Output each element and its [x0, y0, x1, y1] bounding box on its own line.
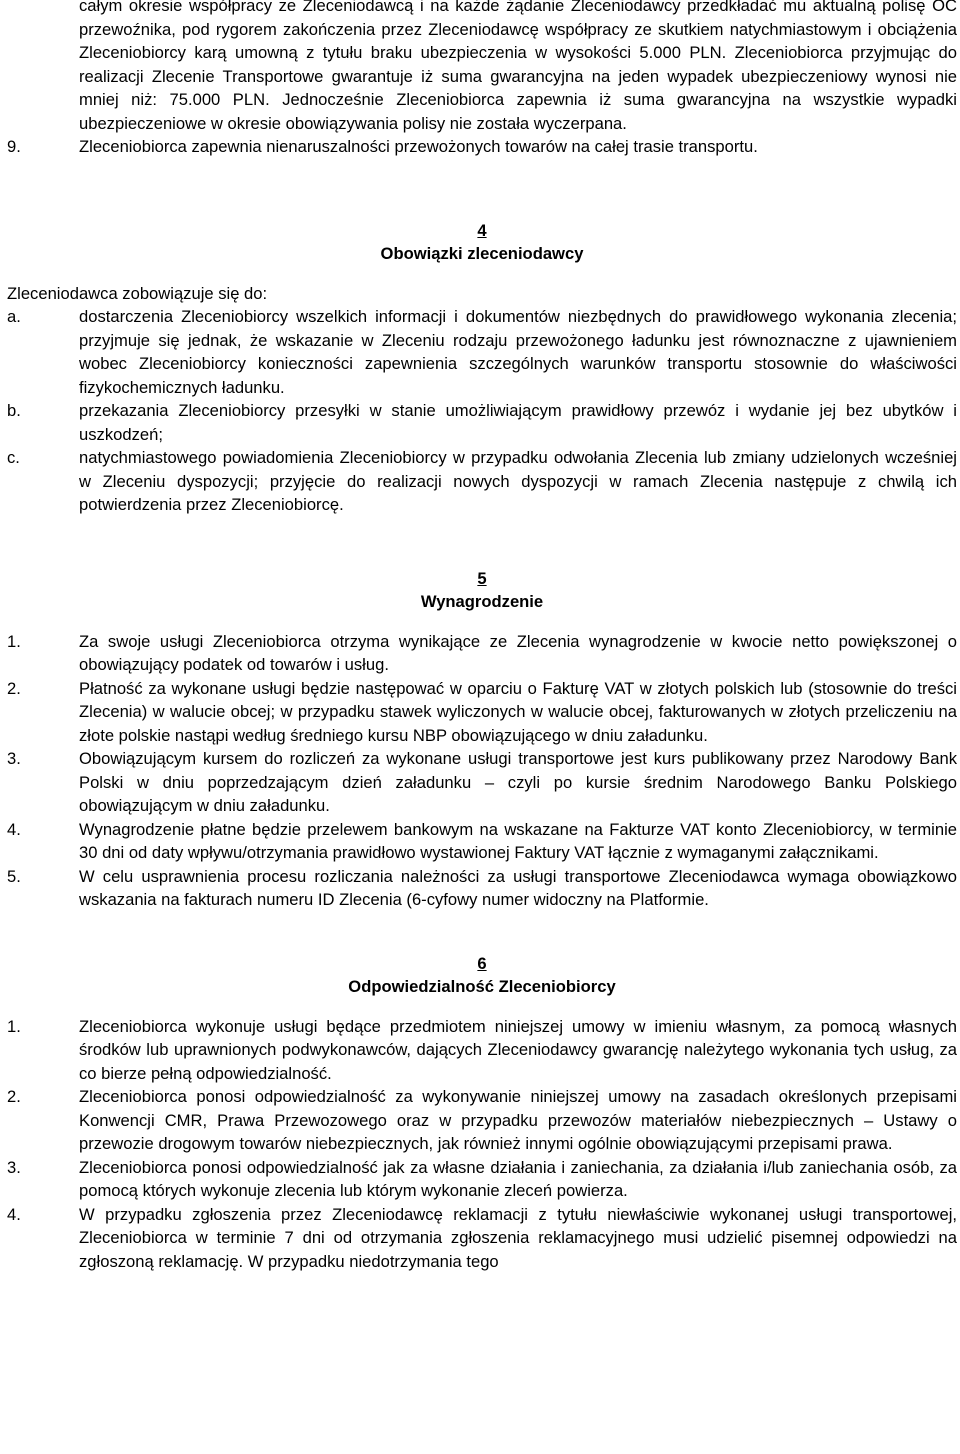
list-item-b	[7, 399, 957, 446]
list-marker: 5.	[7, 866, 21, 886]
intro-list	[7, 135, 957, 159]
list-item-text: W przypadku zgłoszenia przez Zleceniodawcę reklamacji z tytułu niewłaściwie wykonanej usługi transportowej, Zleceniobiorca w terminie 7 dni od otrzymania zgłoszenia reklamacyjnego musi udzielić pisemnej odpowiedzi na zgłoszoną reklamację. W przypadku niedotrzymania tego	[79, 1204, 957, 1271]
list-item-text: Płatność za wykonane usługi będzie następować w oparciu o Fakturę VAT w złotych polskich lub (stosownie do treści Zlecenia) w walucie obcej; w przypadku stawek wyliczonych w walucie obcej, fakturowanych w złotych przeliczeniu na złote polskie nastąpi według średniego kursu NBP obowiązującego w dniu załadunku.	[79, 678, 957, 745]
section-title: Odpowiedzialność Zleceniobiorcy	[348, 977, 616, 996]
list-item-text: Za swoje usługi Zleceniobiorca otrzyma wynikające ze Zlecenia wynagrodzenie w kwocie netto powiększonej o obowiązujący podatek od towarów i usług.	[79, 631, 957, 674]
list-item-text: Obowiązującym kursem do rozliczeń za wykonane usługi transportowe jest kurs publikowany przez Narodowy Bank Polski w dniu poprzedzającym dzień załadunku – czyli po kursie średnim Narodowego Banku Polskiego obowiązującym w dniu załadunku.	[79, 749, 957, 815]
list-item-text: Zleceniobiorca ponosi odpowiedzialność jak za własne działania i zaniechania, za działania i/lub zaniechania osób, za pomocą których wykonuje zlecenia lub którym wykonanie zleceń powierza.	[79, 1157, 957, 1200]
list-marker: 4.	[7, 1204, 21, 1224]
list-marker: 4.	[7, 819, 21, 839]
list-item-text: W celu usprawnienia procesu rozliczania należności za usługi transportowe Zleceniodawca wymaga obowiązkowo wskazania na fakturach numeru ID Zlecenia (6-cyfowy numer widoczny na Platformie.	[79, 866, 957, 909]
list-item-text: Zleceniobiorca zapewnia nienaruszalności przewożonych towarów na całej trasie transportu.	[79, 137, 758, 156]
list-marker: 3.	[7, 749, 21, 768]
list-item-4	[7, 1203, 957, 1274]
list-marker: 1.	[7, 1016, 21, 1036]
list-item-text: dostarczenia Zleceniobiorcy wszelkich informacji i dokumentów niezbędnych do prawidłowego wykonania zlecenia; przyjmuje się jednak, że wskazanie w Zleceniu rodzaju przewożonego ładunku jest równoznaczne z ujawnieniem wobec Zleceniobiorcy konieczności zapewnienia szczególnych warunków transportu stosownie do właściwości fizykochemicznych ładunku.	[79, 307, 957, 397]
section-title: Wynagrodzenie	[420, 592, 544, 611]
paragraph-text: całym okresie współpracy ze Zleceniodawcą i na każde żądanie Zleceniodawcy przedkładać mu aktualną polisę OC przewoźnika, pod rygorem zakończenia przez Zleceniodawcę współpracy ze skutkiem natychmiastowym i obciążenia Zleceniobiorcy karą umowną z tytułu braku ubezpieczenia w wysokości 5.000 PLN. Zleceniobiorca przyjmując do realizacji Zlecenie Transportowe gwarantuje iż suma gwarancyjna na jeden wypadek ubezpieczeniowy wynosi nie mniej niż: 75.000 PLN. Jednocześnie Zleceniobiorca zapewnia iż suma gwarancyjna na wszystkie wypadki ubezpieczeniowe w okresie obowiązywania polisy nie została wyczerpana.	[79, 0, 957, 133]
section-5-list	[7, 630, 957, 912]
list-item-text: Wynagrodzenie płatne będzie przelewem bankowym na wskazane na Fakturze VAT konto Zleceniobiorcy, w terminie 30 dni od daty wpływu/otrzymania prawidłowo wystawionej Faktury VAT łącznie z wymaganymi załącznikami.	[79, 819, 957, 862]
list-marker: 2.	[7, 678, 21, 698]
section-6-heading	[7, 952, 957, 999]
list-item-1	[7, 1015, 957, 1086]
list-item-5	[7, 865, 957, 912]
list-item-text: Zleceniobiorca ponosi odpowiedzialność za wykonywanie niniejszej umowy na zasadach określonych przepisami Konwencji CMR, Prawa Przewozowego oraz w przypadku przewozów materiałów niebezpiecznych – Ustawy o przewozie drogowym towarów niebezpiecznych, jak również innymi ogólnie obowiązującymi przepisami prawa.	[79, 1087, 957, 1153]
list-item-3	[7, 747, 957, 818]
section-number: 5	[477, 568, 487, 588]
list-item-text: przekazania Zleceniobiorcy przesyłki w stanie umożliwiającym prawidłowy przewóz i wydanie jej bez ubytków i uszkodzeń;	[79, 401, 957, 444]
list-item-text: Zleceniobiorca wykonuje usługi będące przedmiotem niniejszej umowy w imieniu własnym, za pomocą własnych środków lub uprawnionych podwykonawców, dających Zleceniodawcy gwarancję należytego wykonania tych usług, za co bierze pełną odpowiedzialność.	[79, 1016, 957, 1083]
list-marker: 3.	[7, 1157, 21, 1177]
list-marker: c.	[7, 448, 20, 467]
list-marker: 2.	[7, 1087, 21, 1106]
list-marker: a.	[7, 307, 21, 326]
list-item-9	[7, 135, 957, 159]
list-item-2	[7, 1085, 957, 1156]
list-item-4	[7, 818, 957, 865]
section-number: 4	[477, 220, 487, 240]
section-number: 6	[477, 953, 487, 973]
list-item-2	[7, 677, 957, 748]
section-4-heading	[7, 219, 957, 266]
list-item-a	[7, 305, 957, 399]
section-5-heading	[7, 567, 957, 614]
section-title: Obowiązki zleceniodawcy	[380, 244, 584, 263]
list-item-1	[7, 630, 957, 677]
list-item-c	[7, 446, 957, 517]
paragraph-8-continuation	[7, 0, 957, 135]
list-item-3	[7, 1156, 957, 1203]
list-marker: 1.	[7, 631, 21, 651]
section-4-lead: Zleceniodawca zobowiązuje się do:	[7, 283, 268, 303]
list-marker: 9.	[7, 137, 21, 156]
section-4-list	[7, 305, 957, 517]
section-6-list	[7, 1015, 957, 1274]
list-marker: b.	[7, 401, 21, 420]
list-item-text: natychmiastowego powiadomienia Zleceniobiorcy w przypadku odwołania Zlecenia lub zmiany udzielonych wcześniej w Zleceniu dyspozycji; przyjęcie do realizacji nowych dyspozycji w ramach Zlecenia następuje z chwilą ich potwierdzenia przez Zleceniobiorcę.	[79, 448, 957, 514]
